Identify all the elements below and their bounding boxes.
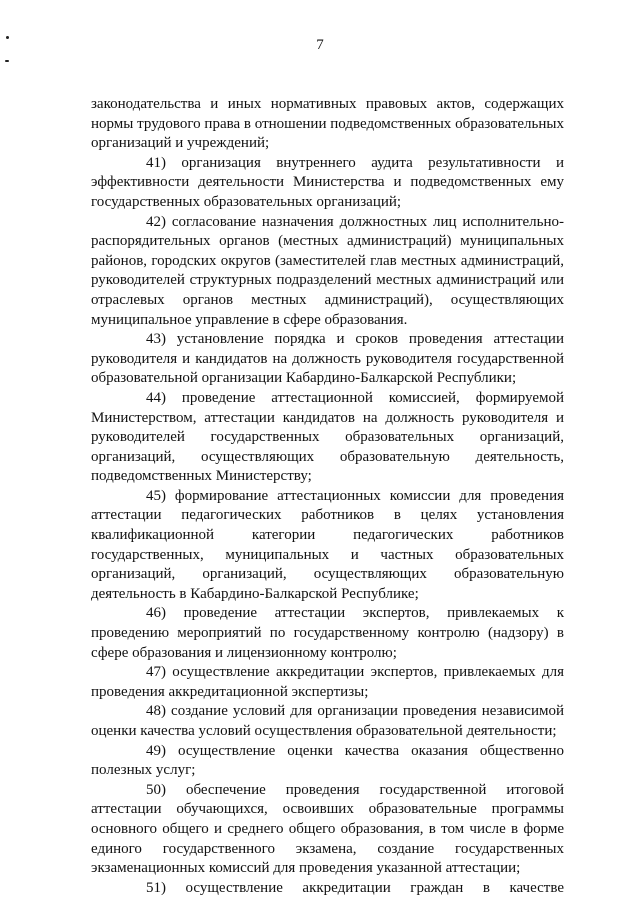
paragraph-46: 46) проведение аттестации экспертов, привлекаемых к проведению мероприятий по государственному контролю (надзору) в сфере образования и лицензионному контролю; <box>91 605 564 661</box>
paragraph-42: 42) согласование назначения должностных лиц исполнительно-распорядительных органов (местных администраций) муниципальных районов, городских округов (заместителей глав местных администраций, руководителей структурных подразделений местных администраций или отраслевых органов местных администраций), осуществляющих муниципальное управление в сфере образования. <box>91 213 564 328</box>
paragraph-continuation: законодательства и иных нормативных правовых актов, содержащих нормы трудового права в отношении подведомственных образовательных организаций и учреждений; <box>91 96 564 152</box>
paragraph-48: 48) создание условий для организации проведения независимой оценки качества условий осуществления образовательной деятельности; <box>91 703 564 739</box>
paragraph-49: 49) осуществление оценки качества оказания общественно полезных услуг; <box>91 742 564 779</box>
page-number: 7 <box>316 37 324 53</box>
paragraph-43: 43) установление порядка и сроков проведения аттестации руководителя и кандидатов на должность руководителя государственной образовательной организации Кабардино-Балкарской Республики; <box>91 331 564 387</box>
paragraph-47: 47) осуществление аккредитации экспертов, привлекаемых для проведения аккредитационной экспертизы; <box>91 664 564 700</box>
paragraph-50: 50) обеспечение проведения государственной итоговой аттестации обучающихся, освоивших образовательные программы основного общего и среднего общего образования, в том числе в форме единого государственного экзамена, создание государственных экзаменационных комиссий для проведения указанной аттестации; <box>91 781 564 877</box>
paragraph-51: 51) осуществление аккредитации граждан в качестве <box>146 879 564 896</box>
paragraph-45: 45) формирование аттестационных комиссии для проведения аттестации педагогических работников в целях установления квалификационной категории педагогических работников государственных, муниципальных и частных образовательных организаций, организаций, осуществляющих образовательную деятельность в Кабардино-Балкарской Республике; <box>91 487 564 602</box>
document-body <box>91 95 564 898</box>
scan-dot <box>5 60 9 62</box>
paragraph-44: 44) проведение аттестационной комиссией, формируемой Министерством, аттестации кандидатов на должность руководителя и руководителей государственных образовательных организаций, организаций, осуществляющих образовательную деятельность, подведомственных Министерству; <box>91 389 564 485</box>
paragraph-41: 41) организация внутреннего аудита результативности и эффективности деятельности Министерства и подведомственных ему государственных образовательных организаций; <box>91 154 564 210</box>
